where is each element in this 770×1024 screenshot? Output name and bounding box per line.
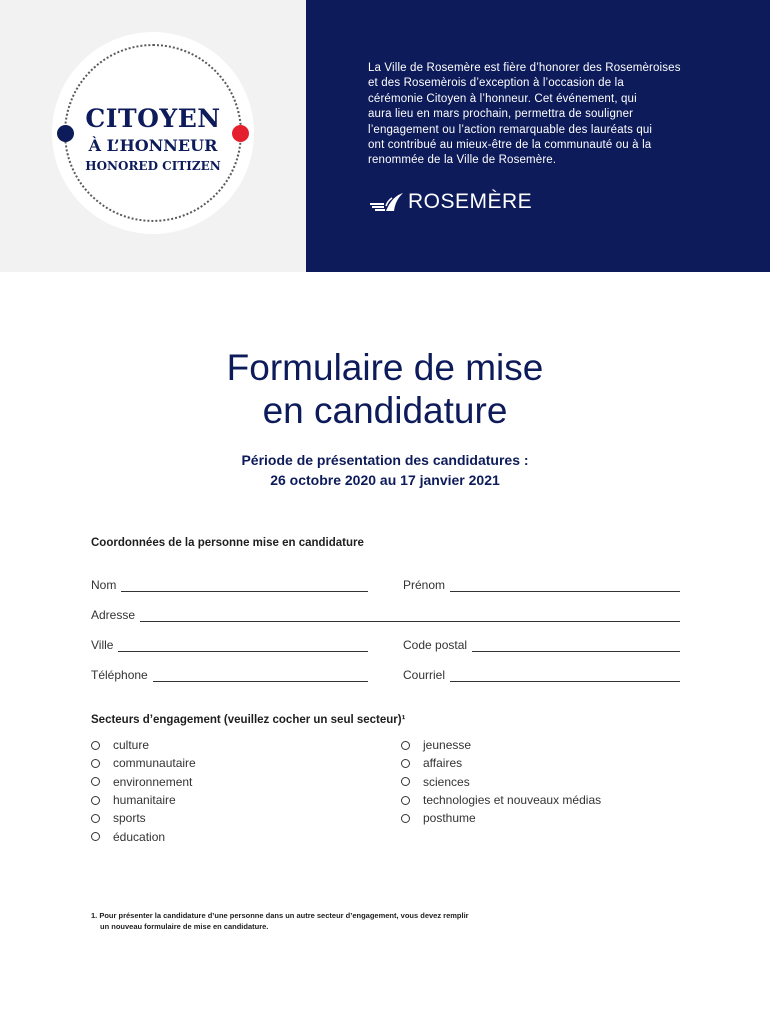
adresse-input-line[interactable] xyxy=(140,609,680,622)
sector-option-sports[interactable] xyxy=(91,809,196,827)
sector-label: sciences xyxy=(423,774,470,789)
radio-icon[interactable] xyxy=(91,741,100,750)
header-left-panel xyxy=(0,0,306,272)
prenom-input-line[interactable] xyxy=(450,579,680,592)
sector-option-humanitaire[interactable] xyxy=(91,791,196,809)
rosemere-logo-icon xyxy=(368,189,406,215)
sector-label: sports xyxy=(113,811,146,826)
rosemere-logo xyxy=(368,188,532,216)
sector-label: éducation xyxy=(113,829,166,844)
page-title xyxy=(0,346,770,432)
period-dates: 26 octobre 2020 au 17 janvier 2021 xyxy=(270,472,500,488)
header-banner xyxy=(0,0,770,272)
radio-icon[interactable] xyxy=(91,814,100,823)
courriel-input-line[interactable] xyxy=(450,669,680,682)
page-title-line: Formulaire de mise xyxy=(226,347,544,388)
sector-label: culture xyxy=(113,738,150,753)
footnote-line: un nouveau formulaire de mise en candidature. xyxy=(100,922,269,931)
radio-icon[interactable] xyxy=(401,759,410,768)
badge-title: CITOYEN xyxy=(85,104,221,133)
sector-option-technologies[interactable] xyxy=(401,791,601,809)
badge-dotted-ring xyxy=(64,44,242,222)
sector-option-jeunesse[interactable] xyxy=(401,736,601,754)
intro-line: ont contribué au mieux-être de la communauté ou à la xyxy=(368,139,652,152)
sector-option-affaires[interactable] xyxy=(401,754,601,772)
sectors-left-column xyxy=(91,736,196,846)
logo-wordmark: ROSEMÈRE xyxy=(408,190,533,213)
telephone-input-line[interactable] xyxy=(153,669,368,682)
sector-label: posthume xyxy=(423,811,476,826)
code-postal-field[interactable] xyxy=(403,634,680,652)
contact-section-heading: Coordonnées de la personne mise en candidature xyxy=(91,537,364,549)
code-postal-input-line[interactable] xyxy=(472,639,680,652)
radio-icon[interactable] xyxy=(401,814,410,823)
radio-icon[interactable] xyxy=(401,796,410,805)
radio-icon[interactable] xyxy=(401,777,410,786)
sector-option-communautaire[interactable] xyxy=(91,754,196,772)
radio-icon[interactable] xyxy=(401,741,410,750)
sectors-right-column xyxy=(401,736,601,827)
radio-icon[interactable] xyxy=(91,759,100,768)
sector-label: communautaire xyxy=(113,756,196,771)
ville-input-line[interactable] xyxy=(118,639,368,652)
page-title-line: en candidature xyxy=(262,390,508,431)
submission-period xyxy=(0,450,770,490)
sector-option-environnement[interactable] xyxy=(91,773,196,791)
intro-text xyxy=(368,61,688,169)
intro-line: et des Rosemèrois d’exception à l’occasion de la xyxy=(368,77,624,90)
ville-field[interactable] xyxy=(91,634,368,652)
telephone-field[interactable] xyxy=(91,664,368,682)
footnote xyxy=(91,910,469,932)
sector-option-culture[interactable] xyxy=(91,736,196,754)
prenom-field[interactable] xyxy=(403,574,680,592)
intro-line: l’engagement ou l’action remarquable des lauréats qui xyxy=(368,123,653,136)
sector-label: jeunesse xyxy=(423,738,472,753)
footnote-line: 1. Pour présenter la candidature d’une personne dans un autre secteur d’engagement, vous devez remplir xyxy=(91,911,469,920)
badge-subtitle: À L’HONNEUR xyxy=(88,136,218,155)
radio-icon[interactable] xyxy=(91,796,100,805)
courriel-field[interactable] xyxy=(403,664,680,682)
sector-option-posthume[interactable] xyxy=(401,809,601,827)
intro-line: cérémonie Citoyen à l’honneur. Cet événement, qui xyxy=(368,92,637,105)
code-postal-label: Code postal xyxy=(403,638,468,652)
radio-icon[interactable] xyxy=(91,777,100,786)
prenom-label: Prénom xyxy=(403,578,446,592)
nom-input-line[interactable] xyxy=(121,579,368,592)
sector-option-education[interactable] xyxy=(91,827,196,845)
intro-line: renommée de la Ville de Rosemère. xyxy=(368,154,557,167)
period-label: Période de présentation des candidatures : xyxy=(241,452,529,468)
nom-field[interactable] xyxy=(91,574,368,592)
courriel-label: Courriel xyxy=(403,668,446,682)
sector-label: environnement xyxy=(113,774,193,789)
badge-english: HONORED CITIZEN xyxy=(85,159,221,173)
nom-label: Nom xyxy=(91,578,117,592)
adresse-field[interactable] xyxy=(91,604,680,622)
sector-label: affaires xyxy=(423,756,463,771)
sector-option-sciences[interactable] xyxy=(401,773,601,791)
telephone-label: Téléphone xyxy=(91,668,148,682)
intro-line: aura lieu en mars prochain, permettra de souligner xyxy=(368,108,634,121)
sector-label: humanitaire xyxy=(113,793,176,808)
sectors-section-heading: Secteurs d’engagement (veuillez cocher un seul secteur)¹ xyxy=(91,714,406,726)
intro-line: La Ville de Rosemère est fière d’honorer des Rosemèroises xyxy=(368,62,681,74)
sector-label: technologies et nouveaux médias xyxy=(423,793,602,808)
citoyen-badge xyxy=(52,32,254,234)
radio-icon[interactable] xyxy=(91,832,100,841)
ville-label: Ville xyxy=(91,638,114,652)
adresse-label: Adresse xyxy=(91,608,136,622)
